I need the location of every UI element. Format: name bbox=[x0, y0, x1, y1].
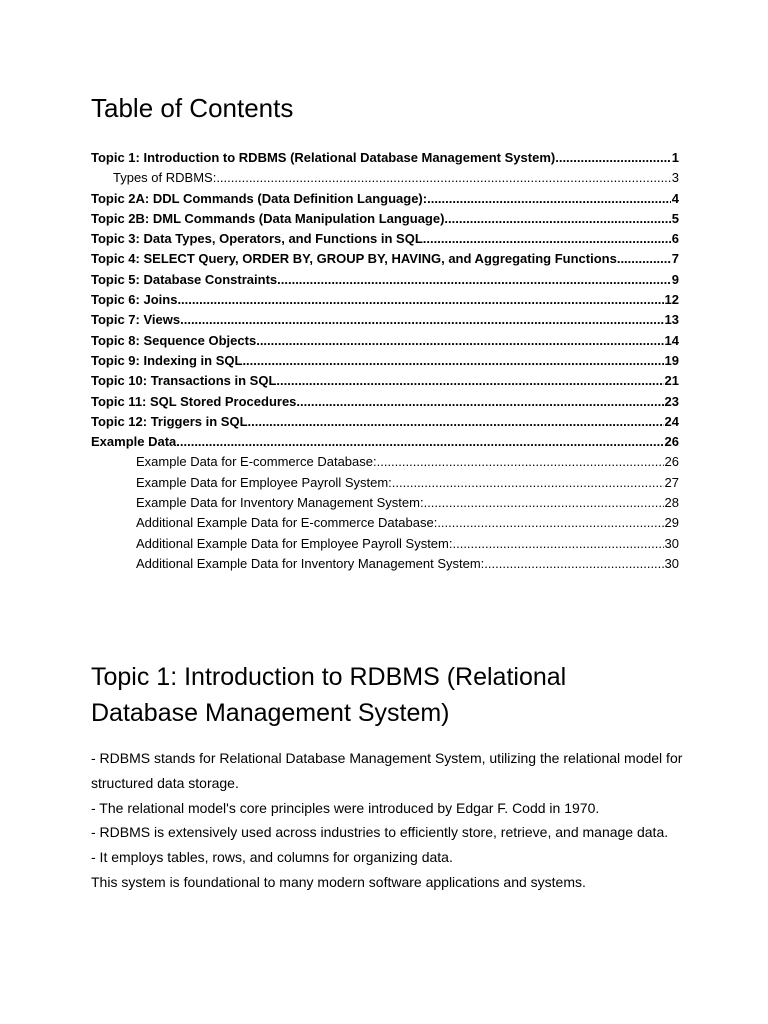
toc-leader-dots bbox=[423, 229, 671, 249]
toc-entry-label: Topic 8: Sequence Objects bbox=[91, 332, 257, 348]
toc-entry-topic-6[interactable] bbox=[91, 290, 679, 310]
toc-entry-types-of-rdbms[interactable] bbox=[91, 168, 679, 188]
toc-leader-dots bbox=[216, 168, 670, 188]
toc-entry-page: 7 bbox=[671, 251, 679, 267]
toc-entry-label: Topic 6: Joins bbox=[91, 292, 178, 308]
toc-entry-topic-12[interactable] bbox=[91, 412, 679, 432]
toc-leader-dots bbox=[296, 392, 663, 412]
toc-leader-dots bbox=[617, 249, 671, 269]
toc-entry-page: 14 bbox=[664, 332, 679, 348]
toc-leader-dots bbox=[555, 148, 671, 168]
toc-entry-topic-10[interactable] bbox=[91, 371, 679, 391]
toc-entry-additional-inventory[interactable] bbox=[91, 554, 679, 574]
toc-entry-label: Topic 10: Transactions in SQL bbox=[91, 373, 277, 389]
toc-entry-page: 4 bbox=[671, 190, 679, 206]
toc-entry-label: Topic 2A: DDL Commands (Data Definition Language): bbox=[91, 190, 428, 206]
toc-entry-topic-9[interactable] bbox=[91, 351, 679, 371]
toc-entry-label: Example Data bbox=[91, 434, 177, 450]
toc-leader-dots bbox=[427, 189, 671, 209]
body-line: - RDBMS is extensively used across industries to efficiently store, retrieve, and manage data. bbox=[91, 824, 669, 841]
toc-entry-label: Example Data for E-commerce Database: bbox=[136, 454, 377, 470]
toc-entry-label: Additional Example Data for E-commerce Database: bbox=[136, 515, 438, 531]
toc-entry-page: 26 bbox=[664, 434, 679, 450]
body-line: - The relational model's core principles were introduced by Edgar F. Codd in 1970. bbox=[91, 799, 600, 816]
toc-entry-example-data[interactable] bbox=[91, 432, 679, 452]
toc-entry-label: Topic 11: SQL Stored Procedures bbox=[91, 393, 297, 409]
toc-entry-page: 27 bbox=[664, 474, 679, 490]
body-line: - RDBMS stands for Relational Database Management System, utilizing the relational model for structured data storage. bbox=[91, 750, 683, 791]
toc-entry-label: Topic 4: SELECT Query, ORDER BY, GROUP BY, HAVING, and Aggregating Functions bbox=[91, 251, 617, 267]
toc-leader-dots bbox=[277, 270, 671, 290]
toc-entry-topic-8[interactable] bbox=[91, 331, 679, 351]
toc-entry-page: 21 bbox=[664, 373, 679, 389]
toc-entry-additional-payroll[interactable] bbox=[91, 534, 679, 554]
toc-entry-page: 3 bbox=[671, 170, 679, 186]
toc-leader-dots bbox=[276, 371, 663, 391]
toc-leader-dots bbox=[177, 290, 663, 310]
toc-entry-label: Topic 1: Introduction to RDBMS (Relational Database Management System) bbox=[91, 150, 556, 165]
toc-entry-label: Example Data for Inventory Management System: bbox=[136, 495, 424, 511]
toc-leader-dots bbox=[424, 493, 664, 513]
toc-entry-label: Topic 3: Data Types, Operators, and Functions in SQL bbox=[91, 231, 423, 247]
toc-title: Table of Contents bbox=[91, 93, 294, 123]
toc-entry-label: Additional Example Data for Employee Payroll System: bbox=[136, 535, 453, 551]
toc-entry-page: 24 bbox=[664, 413, 679, 429]
toc-entry-label: Topic 2B: DML Commands (Data Manipulation Language) bbox=[91, 210, 445, 226]
toc-entry-page: 12 bbox=[664, 292, 679, 308]
toc-leader-dots bbox=[437, 513, 663, 533]
toc-leader-dots bbox=[248, 412, 664, 432]
toc-entry-additional-ecommerce[interactable] bbox=[91, 513, 679, 533]
toc-entry-topic-5[interactable] bbox=[91, 270, 679, 290]
toc-list bbox=[91, 148, 679, 574]
toc-entry-label: Additional Example Data for Inventory Management System: bbox=[136, 555, 485, 571]
toc-leader-dots bbox=[484, 554, 663, 574]
toc-entry-example-inventory[interactable] bbox=[91, 493, 679, 513]
toc-leader-dots bbox=[176, 432, 663, 452]
body-line: This system is foundational to many modern software applications and systems. bbox=[91, 873, 586, 890]
toc-entry-page: 28 bbox=[664, 495, 679, 511]
toc-leader-dots bbox=[452, 534, 663, 554]
toc-entry-page: 26 bbox=[664, 454, 679, 470]
toc-leader-dots bbox=[256, 331, 663, 351]
toc-entry-page: 9 bbox=[671, 271, 679, 287]
toc-entry-page: 6 bbox=[671, 231, 679, 247]
toc-leader-dots bbox=[377, 452, 664, 472]
toc-leader-dots bbox=[392, 473, 664, 493]
section-body bbox=[91, 746, 691, 895]
toc-entry-topic-2a[interactable] bbox=[91, 189, 679, 209]
toc-entry-page: 23 bbox=[664, 393, 679, 409]
toc-entry-label: Topic 9: Indexing in SQL bbox=[91, 352, 243, 368]
toc-entry-label: Types of RDBMS: bbox=[113, 170, 217, 186]
toc-entry-topic-4[interactable] bbox=[91, 249, 679, 269]
toc-entry-page: 1 bbox=[671, 150, 679, 165]
toc-leader-dots bbox=[444, 209, 670, 229]
toc-leader-dots bbox=[180, 310, 663, 330]
toc-entry-page: 13 bbox=[664, 312, 679, 328]
toc-entry-label: Topic 7: Views bbox=[91, 312, 181, 328]
toc-entry-page: 19 bbox=[664, 352, 679, 368]
toc-entry-page: 5 bbox=[671, 210, 679, 226]
toc-entry-topic-2b[interactable] bbox=[91, 209, 679, 229]
toc-entry-page: 30 bbox=[664, 555, 679, 571]
toc-entry-topic-3[interactable] bbox=[91, 229, 679, 249]
toc-entry-example-payroll[interactable] bbox=[91, 473, 679, 493]
toc-entry-page: 29 bbox=[664, 515, 679, 531]
toc-entry-label: Example Data for Employee Payroll System: bbox=[136, 474, 392, 490]
toc-entry-example-ecommerce[interactable] bbox=[91, 452, 679, 472]
toc-entry-label: Topic 5: Database Constraints bbox=[91, 271, 278, 287]
section-heading: Topic 1: Introduction to RDBMS (Relational Database Management System) bbox=[91, 663, 567, 727]
toc-entry-topic-1[interactable] bbox=[91, 148, 679, 168]
body-line: - It employs tables, rows, and columns for organizing data. bbox=[91, 849, 453, 866]
toc-leader-dots bbox=[242, 351, 663, 371]
toc-entry-page: 30 bbox=[664, 535, 679, 551]
toc-entry-label: Topic 12: Triggers in SQL bbox=[91, 413, 248, 429]
toc-entry-topic-7[interactable] bbox=[91, 310, 679, 330]
toc-entry-topic-11[interactable] bbox=[91, 392, 679, 412]
